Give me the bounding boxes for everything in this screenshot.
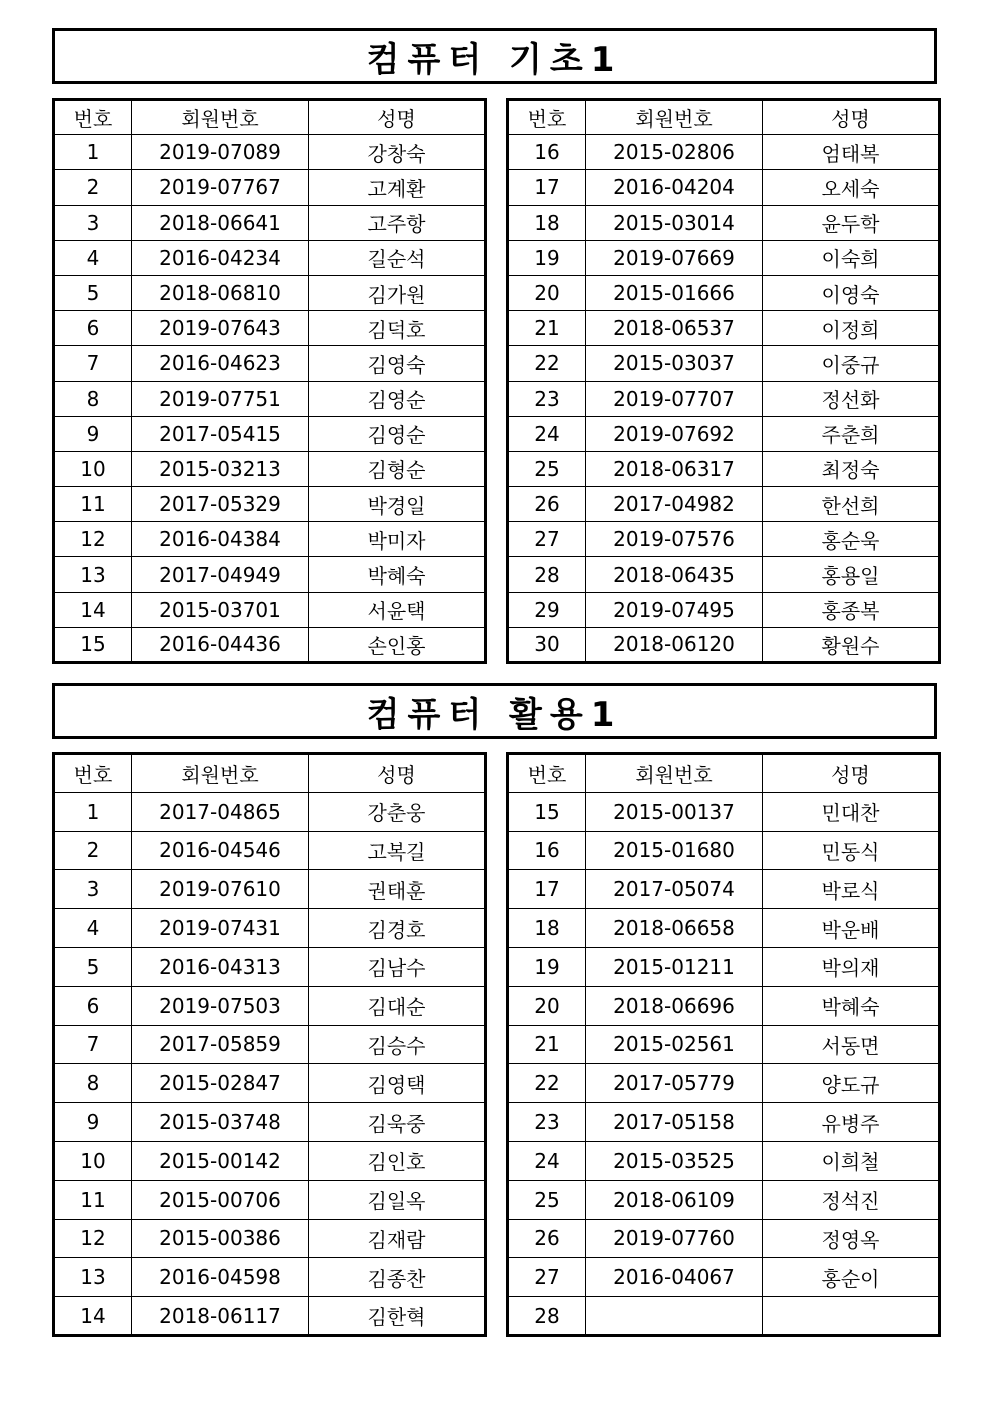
cell-number: 3 [54,870,132,909]
section-title-basics: 컴퓨터 기초1 [52,28,937,84]
cell-number: 8 [54,1064,132,1103]
cell-member-id: 2019-07495 [586,592,763,627]
cell-number: 25 [508,451,586,486]
cell-member-id: 2015-01211 [586,947,763,986]
cell-name: 홍순욱 [763,522,940,557]
table-row [508,592,940,627]
cell-number: 9 [54,1103,132,1142]
cell-name: 오세숙 [763,170,940,205]
table-header-row [54,100,486,135]
cell-member-id: 2015-01666 [586,275,763,310]
cell-member-id: 2019-07610 [132,870,309,909]
cell-name: 김가원 [309,275,486,310]
cell-name: 홍용일 [763,557,940,592]
cell-member-id: 2015-02806 [586,135,763,170]
cell-name: 고주항 [309,205,486,240]
cell-member-id: 2015-02561 [586,1025,763,1064]
cell-name: 김인호 [309,1141,486,1180]
roster-table-basics-right [506,98,941,664]
header-name: 성명 [763,754,940,793]
cell-number: 17 [508,870,586,909]
cell-member-id: 2017-04982 [586,487,763,522]
cell-name: 유병주 [763,1103,940,1142]
cell-name: 김덕호 [309,311,486,346]
table-row [54,1258,486,1297]
cell-name: 이숙희 [763,240,940,275]
cell-member-id: 2016-04623 [132,346,309,381]
cell-member-id: 2015-03037 [586,346,763,381]
cell-name: 이영숙 [763,275,940,310]
cell-member-id: 2017-05415 [132,416,309,451]
table-row [54,240,486,275]
cell-name: 김경호 [309,909,486,948]
table-row [508,522,940,557]
cell-number: 5 [54,947,132,986]
cell-number: 24 [508,1141,586,1180]
table-row [508,870,940,909]
cell-name: 황원수 [763,627,940,662]
cell-name: 박혜숙 [309,557,486,592]
cell-number: 15 [508,792,586,831]
cell-number: 21 [508,311,586,346]
table-row [508,1025,940,1064]
cell-member-id: 2016-04234 [132,240,309,275]
cell-number: 1 [54,792,132,831]
table-row [54,1180,486,1219]
header-name: 성명 [763,100,940,135]
header-number: 번호 [54,754,132,793]
cell-number: 11 [54,487,132,522]
cell-member-id: 2019-07576 [586,522,763,557]
cell-name: 김대순 [309,986,486,1025]
cell-number: 17 [508,170,586,205]
cell-number: 15 [54,627,132,662]
cell-member-id: 2019-07707 [586,381,763,416]
header-member-id: 회원번호 [586,100,763,135]
table-row [508,831,940,870]
section-title-applications: 컴퓨터 활용1 [52,683,937,739]
cell-number: 20 [508,986,586,1025]
table-row [508,1103,940,1142]
table-row [508,416,940,451]
table-row [54,1297,486,1336]
cell-number: 22 [508,1064,586,1103]
cell-member-id: 2019-07643 [132,311,309,346]
header-name: 성명 [309,754,486,793]
cell-name: 서동면 [763,1025,940,1064]
cell-number: 4 [54,240,132,275]
header-member-id: 회원번호 [132,754,309,793]
cell-member-id: 2015-00137 [586,792,763,831]
cell-number: 28 [508,1297,586,1336]
cell-name: 손인홍 [309,627,486,662]
table-row [508,1064,940,1103]
table-row [54,909,486,948]
cell-member-id: 2019-07767 [132,170,309,205]
cell-name: 정석진 [763,1180,940,1219]
cell-name: 김욱중 [309,1103,486,1142]
cell-number: 19 [508,240,586,275]
cell-name: 강춘웅 [309,792,486,831]
cell-name: 박의재 [763,947,940,986]
cell-name: 김일옥 [309,1180,486,1219]
table-row [508,1297,940,1336]
table-row [54,1141,486,1180]
cell-name: 홍순이 [763,1258,940,1297]
cell-member-id: 2016-04204 [586,170,763,205]
table-row [508,487,940,522]
table-row [508,1258,940,1297]
cell-number: 20 [508,275,586,310]
cell-member-id: 2017-05329 [132,487,309,522]
table-row [508,627,940,662]
cell-member-id: 2018-06317 [586,451,763,486]
cell-member-id: 2016-04598 [132,1258,309,1297]
cell-number: 24 [508,416,586,451]
cell-name: 박혜숙 [763,986,940,1025]
table-row [54,1219,486,1258]
header-member-id: 회원번호 [586,754,763,793]
cell-name: 김한혁 [309,1297,486,1336]
roster-table-applications-left [52,752,487,1337]
cell-member-id: 2019-07669 [586,240,763,275]
header-member-id: 회원번호 [132,100,309,135]
cell-number: 30 [508,627,586,662]
table-row [54,416,486,451]
table-row [54,170,486,205]
cell-name: 길순석 [309,240,486,275]
cell-number: 25 [508,1180,586,1219]
cell-member-id: 2018-06117 [132,1297,309,1336]
cell-name: 서윤택 [309,592,486,627]
cell-number: 1 [54,135,132,170]
cell-member-id: 2019-07692 [586,416,763,451]
cell-name: 김재람 [309,1219,486,1258]
cell-number: 5 [54,275,132,310]
table-row [508,909,940,948]
table-row [508,557,940,592]
table-row [508,1141,940,1180]
cell-name: 김형순 [309,451,486,486]
cell-member-id: 2015-01680 [586,831,763,870]
table-row [54,381,486,416]
table-row [508,1180,940,1219]
cell-name: 김영택 [309,1064,486,1103]
cell-name: 윤두학 [763,205,940,240]
cell-number: 9 [54,416,132,451]
cell-number: 2 [54,170,132,205]
table-row [508,381,940,416]
cell-number: 18 [508,205,586,240]
table-row [508,947,940,986]
table-row [54,627,486,662]
cell-number: 7 [54,1025,132,1064]
table-header-row [508,754,940,793]
table-row [508,135,940,170]
cell-name: 박미자 [309,522,486,557]
table-row [508,346,940,381]
cell-member-id: 2015-03014 [586,205,763,240]
cell-name: 이중규 [763,346,940,381]
cell-member-id: 2017-05859 [132,1025,309,1064]
cell-name: 박경일 [309,487,486,522]
cell-number: 6 [54,311,132,346]
table-row [54,557,486,592]
cell-member-id: 2015-03701 [132,592,309,627]
cell-number: 27 [508,522,586,557]
cell-number: 23 [508,1103,586,1142]
cell-member-id: 2018-06696 [586,986,763,1025]
cell-number: 26 [508,1219,586,1258]
cell-number: 11 [54,1180,132,1219]
header-number: 번호 [508,754,586,793]
cell-name: 정선화 [763,381,940,416]
cell-number: 22 [508,346,586,381]
cell-number: 14 [54,1297,132,1336]
cell-member-id: 2019-07089 [132,135,309,170]
table-row [54,522,486,557]
cell-member-id: 2018-06641 [132,205,309,240]
cell-member-id: 2015-02847 [132,1064,309,1103]
cell-number: 26 [508,487,586,522]
cell-name: 권태훈 [309,870,486,909]
cell-number: 19 [508,947,586,986]
cell-member-id: 2018-06109 [586,1180,763,1219]
cell-number: 28 [508,557,586,592]
table-row [54,311,486,346]
cell-member-id: 2019-07751 [132,381,309,416]
cell-name: 김남수 [309,947,486,986]
table-row [508,205,940,240]
header-number: 번호 [54,100,132,135]
cell-member-id: 2017-05779 [586,1064,763,1103]
header-number: 번호 [508,100,586,135]
table-row [54,205,486,240]
roster-table-basics-left [52,98,487,664]
cell-member-id: 2015-00142 [132,1141,309,1180]
cell-name: 이희철 [763,1141,940,1180]
cell-number: 10 [54,451,132,486]
table-header-row [54,754,486,793]
table-header-row [508,100,940,135]
cell-member-id: 2015-03525 [586,1141,763,1180]
table-row [508,275,940,310]
table-row [54,870,486,909]
cell-name: 박운배 [763,909,940,948]
cell-member-id: 2018-06658 [586,909,763,948]
cell-member-id: 2016-04546 [132,831,309,870]
cell-number: 16 [508,831,586,870]
cell-name: 양도규 [763,1064,940,1103]
cell-name: 김승수 [309,1025,486,1064]
cell-name: 주춘희 [763,416,940,451]
cell-member-id: 2016-04384 [132,522,309,557]
table-row [54,592,486,627]
cell-member-id: 2017-05074 [586,870,763,909]
cell-name: 강창숙 [309,135,486,170]
table-row [54,1025,486,1064]
cell-member-id: 2016-04436 [132,627,309,662]
cell-number: 27 [508,1258,586,1297]
table-row [54,1103,486,1142]
table-row [54,451,486,486]
cell-name: 김영숙 [309,346,486,381]
table-row [54,792,486,831]
cell-number: 10 [54,1141,132,1180]
cell-member-id: 2018-06810 [132,275,309,310]
cell-member-id: 2015-03748 [132,1103,309,1142]
cell-number: 6 [54,986,132,1025]
table-row [508,792,940,831]
cell-number: 29 [508,592,586,627]
cell-number: 4 [54,909,132,948]
cell-member-id: 2019-07503 [132,986,309,1025]
cell-member-id: 2015-00706 [132,1180,309,1219]
cell-name: 김영순 [309,381,486,416]
table-row [508,240,940,275]
cell-member-id: 2019-07760 [586,1219,763,1258]
table-row [508,311,940,346]
cell-number: 18 [508,909,586,948]
cell-number: 21 [508,1025,586,1064]
cell-number: 7 [54,346,132,381]
cell-member-id: 2017-04949 [132,557,309,592]
cell-name: 홍종복 [763,592,940,627]
cell-member-id: 2015-03213 [132,451,309,486]
table-row [54,831,486,870]
cell-member-id: 2016-04067 [586,1258,763,1297]
cell-member-id [586,1297,763,1336]
cell-number: 13 [54,1258,132,1297]
table-row [508,170,940,205]
cell-number: 8 [54,381,132,416]
cell-number: 16 [508,135,586,170]
header-name: 성명 [309,100,486,135]
cell-name: 최정숙 [763,451,940,486]
table-row [54,1064,486,1103]
table-row [508,986,940,1025]
cell-name: 고복길 [309,831,486,870]
table-row [54,986,486,1025]
cell-number: 2 [54,831,132,870]
cell-number: 12 [54,1219,132,1258]
cell-number: 12 [54,522,132,557]
cell-number: 23 [508,381,586,416]
cell-name: 이정희 [763,311,940,346]
cell-name: 정영옥 [763,1219,940,1258]
cell-member-id: 2017-04865 [132,792,309,831]
table-row [54,135,486,170]
cell-name: 고계환 [309,170,486,205]
cell-member-id: 2018-06537 [586,311,763,346]
table-row [508,1219,940,1258]
cell-member-id: 2016-04313 [132,947,309,986]
cell-name: 민대찬 [763,792,940,831]
cell-member-id: 2018-06435 [586,557,763,592]
cell-number: 14 [54,592,132,627]
table-row [54,487,486,522]
cell-name: 민동식 [763,831,940,870]
cell-number: 13 [54,557,132,592]
cell-member-id: 2019-07431 [132,909,309,948]
cell-name: 한선희 [763,487,940,522]
cell-name: 박로식 [763,870,940,909]
cell-number: 3 [54,205,132,240]
cell-member-id: 2018-06120 [586,627,763,662]
table-row [54,346,486,381]
cell-name: 엄태복 [763,135,940,170]
cell-name [763,1297,940,1336]
table-row [508,451,940,486]
table-row [54,947,486,986]
cell-name: 김영순 [309,416,486,451]
cell-name: 김종찬 [309,1258,486,1297]
cell-member-id: 2015-00386 [132,1219,309,1258]
roster-table-applications-right [506,752,941,1337]
table-row [54,275,486,310]
cell-member-id: 2017-05158 [586,1103,763,1142]
